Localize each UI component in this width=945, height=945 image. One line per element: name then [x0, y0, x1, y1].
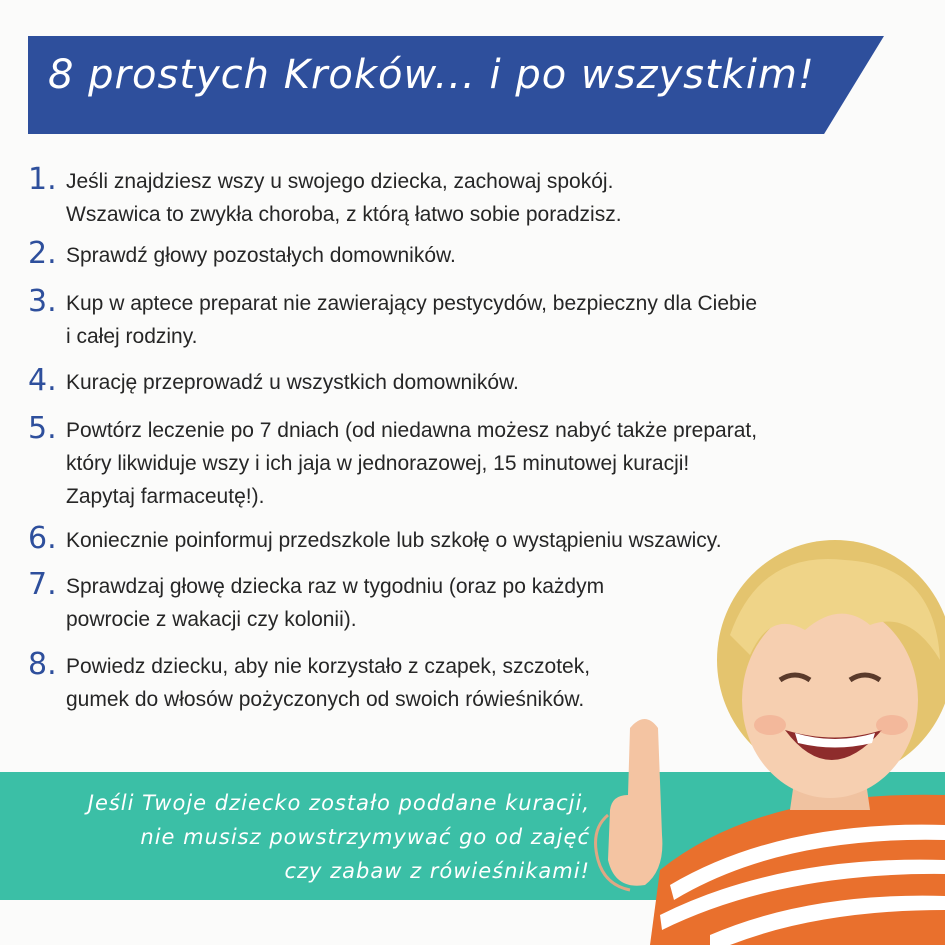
step-number: 8. [28, 647, 57, 682]
step-text: Kup w aptece preparat nie zawierający pestycydów, bezpieczny dla Ciebie i całej rodziny. [66, 292, 758, 348]
step-number: 4. [28, 363, 57, 398]
note-text [0, 786, 590, 888]
note-line: czy zabaw z rówieśnikami! [284, 859, 590, 883]
step-text: Sprawdzaj głowę dziecka raz w tygodniu (oraz po każdym powrocie z wakacji czy kolonii). [66, 575, 605, 631]
step-text: Powtórz leczenie po 7 dniach (od niedawna możesz nabyć także preparat, który likwiduje wszy i ich jaja w jednorazowej, 15 minutowej kuracji! Zapytaj farmaceutę!). [66, 419, 758, 508]
page-title: 8 prostych Kroków... i po wszystkim! [48, 52, 815, 98]
face [742, 602, 918, 798]
step-text: Kurację przeprowadź u wszystkich domowników. [66, 371, 519, 394]
note-line: Jeśli Twoje dziecko zostało poddane kuracji, [87, 791, 590, 815]
step-number: 1. [28, 162, 57, 197]
step-text: Powiedz dziecku, aby nie korzystało z czapek, szczotek, gumek do włosów pożyczonych od swoich rówieśników. [66, 655, 591, 711]
step-number: 3. [28, 284, 57, 319]
step-text: Jeśli znajdziesz wszy u swojego dziecka, zachowaj spokój. Wszawica to zwykła choroba, z którą łatwo sobie poradzisz. [66, 170, 622, 226]
step-number: 6. [28, 521, 57, 556]
step-text: Sprawdź głowy pozostałych domowników. [66, 244, 456, 267]
step-text: Koniecznie poinformuj przedszkole lub szkołę o wystąpieniu wszawicy. [66, 529, 722, 552]
note-line: nie musisz powstrzymywać go od zajęć [140, 825, 590, 849]
step-number: 5. [28, 411, 57, 446]
child-photo [590, 540, 945, 945]
step-number: 7. [28, 567, 57, 602]
raised-finger [596, 719, 663, 890]
striped-shirt [650, 795, 945, 945]
step-number: 2. [28, 236, 57, 271]
